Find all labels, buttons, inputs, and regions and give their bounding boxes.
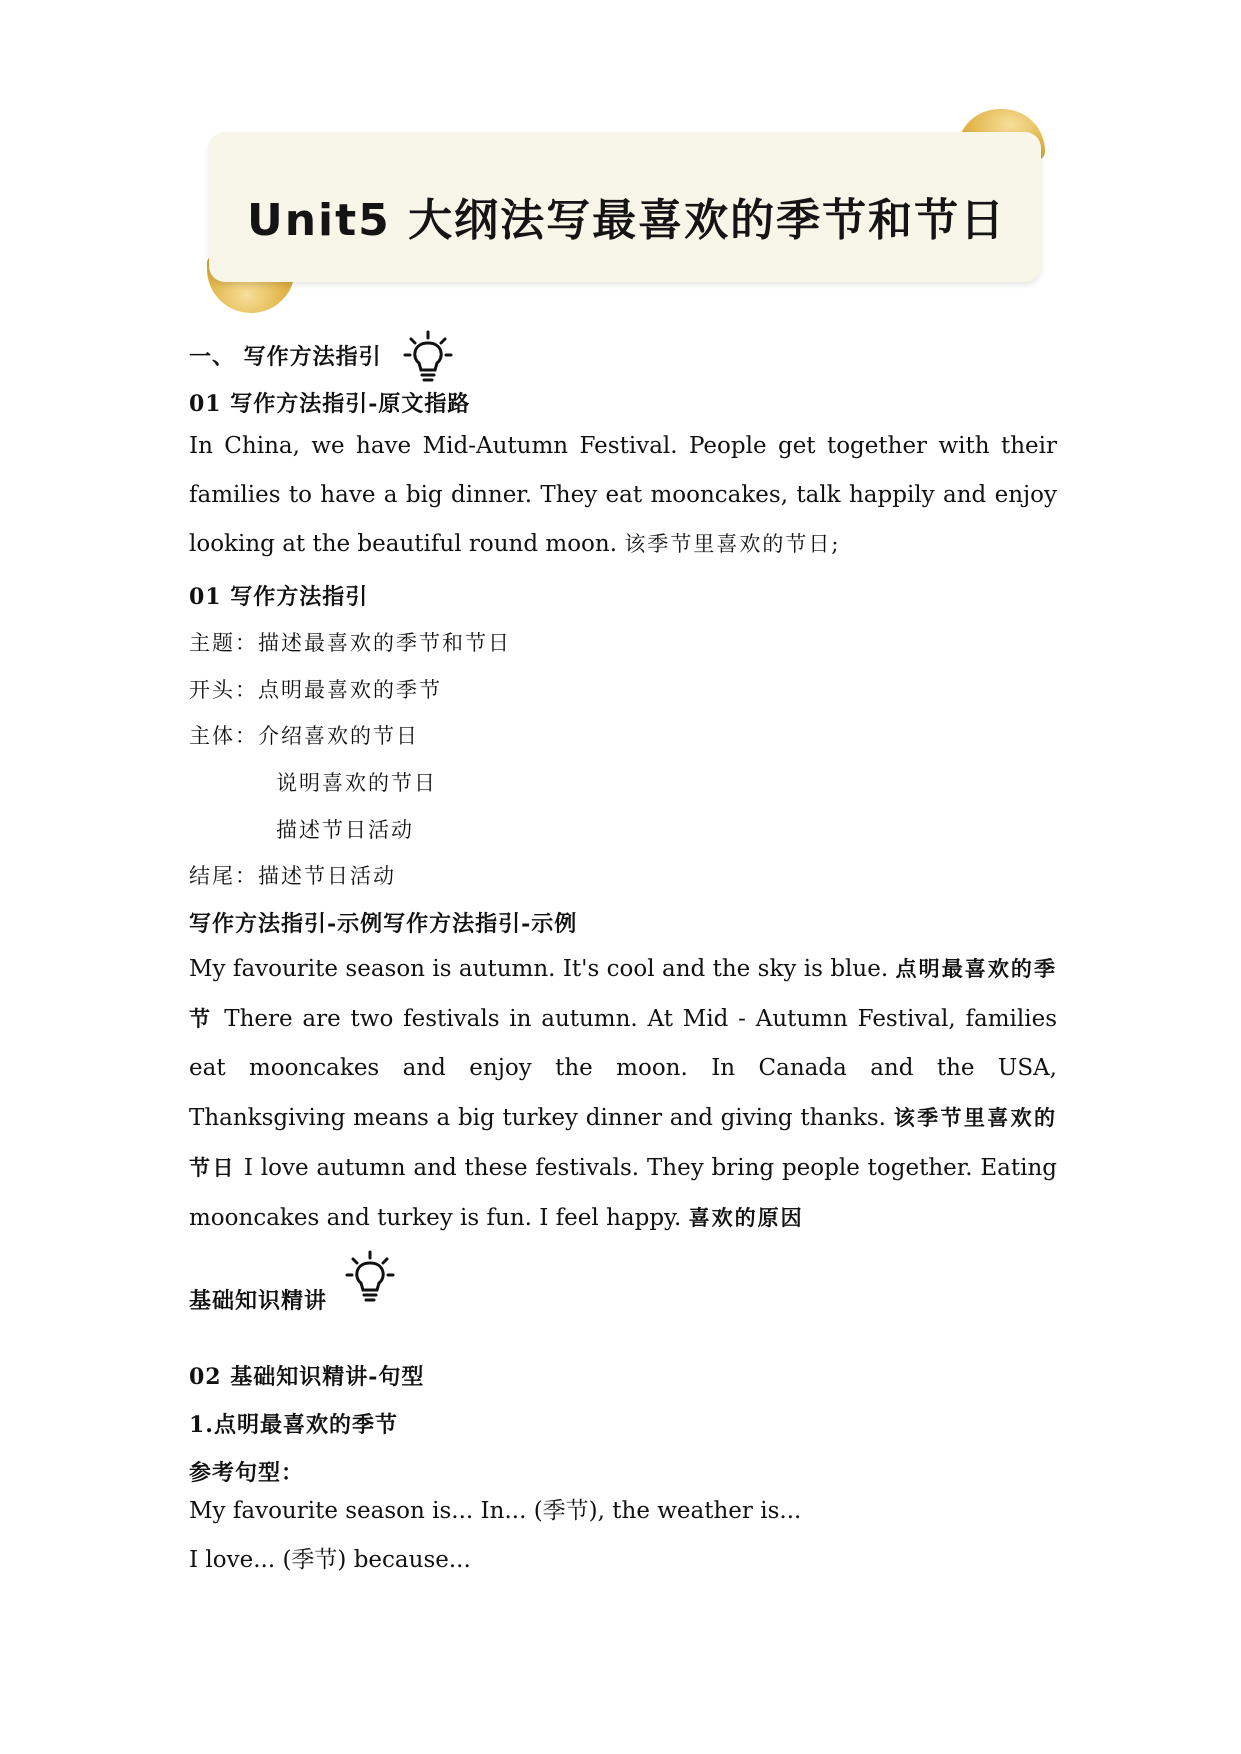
section2-heading: 基础知识精讲 (189, 1288, 328, 1314)
example-paragraph (189, 944, 1057, 1243)
example-title: 写作方法指引-示例写作方法指引-示例 (189, 911, 578, 937)
title-banner (205, 105, 1050, 315)
outline-body: 主体：介绍喜欢的节日 (189, 724, 419, 748)
example-note1: 点明最喜欢的季节 (189, 956, 1057, 1031)
sentence-pattern-2: I love... (季节) because... (189, 1547, 471, 1573)
original-text-paragraph (189, 422, 1057, 569)
reference-label: 参考句型： (189, 1460, 305, 1486)
point1-title: 1.点明最喜欢的季节 (189, 1412, 398, 1438)
lightbulb-icon (402, 330, 454, 386)
example-part3: I love autumn and these festivals. They bring people together. Eating mooncakes and turkey is fun. I feel happy. (189, 1155, 1057, 1231)
outline-body-point2: 描述节日活动 (276, 818, 414, 842)
original-text: In China, we have Mid-Autumn Festival. People get together with their families to have a big dinner. They eat mooncakes, talk happily and enjoy looking at the beautiful round moon. (189, 433, 1057, 557)
example-part1: My favourite season is autumn. It's cool and the sky is blue. (189, 956, 889, 982)
outline-body-point1: 说明喜欢的节日 (276, 771, 437, 795)
subsection-title-original: 01 写作方法指引-原文指路 (189, 391, 471, 417)
example-note3: 喜欢的原因 (688, 1205, 804, 1230)
example-note2: 该季节里喜欢的节日 (189, 1105, 1058, 1180)
section1-heading: 一、 写作方法指引 (189, 344, 382, 370)
subsection-title-outline: 01 写作方法指引 (189, 584, 369, 610)
page-title: Unit5 大纲法写最喜欢的季节和节日 (247, 195, 1007, 246)
sentence-pattern-1: My favourite season is... In... (季节), the weather is... (189, 1498, 802, 1524)
scroll-paper (209, 132, 1041, 282)
outline-topic: 主题：描述最喜欢的季节和节日 (189, 631, 511, 655)
lightbulb-icon (344, 1250, 396, 1306)
outline-opening: 开头：点明最喜欢的季节 (189, 678, 442, 702)
outline-ending: 结尾：描述节日活动 (189, 864, 396, 888)
subsection-title-sentences: 02 基础知识精讲-句型 (189, 1364, 425, 1390)
original-note: 该季节里喜欢的节日; (624, 532, 841, 556)
example-part2: There are two festivals in autumn. At Mid - Autumn Festival, families eat mooncakes and enjoy the moon. In Canada and the USA, Thanksgiving means a big turkey dinner and giving thanks. (189, 1006, 1058, 1131)
